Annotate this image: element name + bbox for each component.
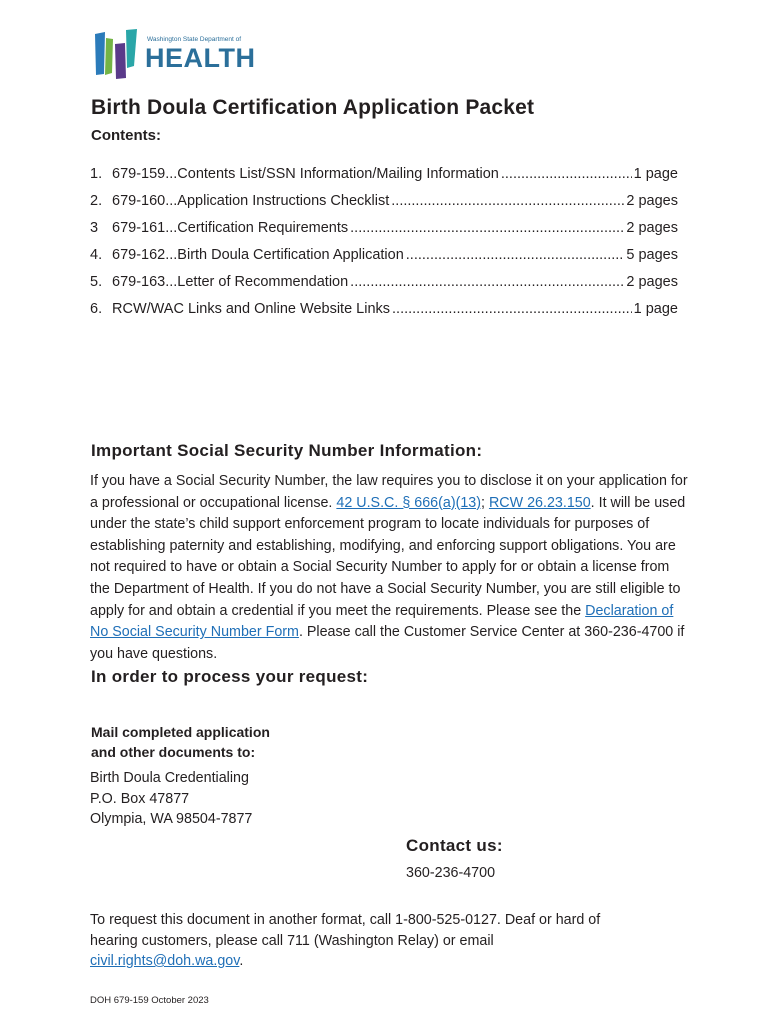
email-link[interactable]: civil.rights@doh.wa.gov bbox=[90, 953, 240, 969]
item-number: 4. bbox=[90, 247, 103, 263]
mailing-address bbox=[90, 768, 252, 830]
contents-item bbox=[90, 220, 678, 247]
item-pages: 1 page bbox=[633, 301, 678, 317]
item-number: 6. bbox=[90, 301, 103, 317]
contents-item bbox=[90, 193, 678, 220]
address-line: Birth Doula Credentialing bbox=[90, 770, 249, 786]
h-mark-icon bbox=[95, 29, 137, 79]
item-number: 1. bbox=[90, 166, 103, 182]
address-line: Olympia, WA 98504-7877 bbox=[90, 811, 253, 827]
page-title: Birth Doula Certification Application Packet bbox=[91, 96, 535, 119]
item-pages: 2 pages bbox=[626, 274, 678, 290]
footer-doc-id: DOH 679-159 October 2023 bbox=[90, 995, 209, 1006]
ssn-text-1: If you have a Social Security Number, the law requires you to disclose it on your application for a professional or occupational license. bbox=[90, 473, 688, 511]
request-text: To request this document in another format, call 1-800-525-0127. Deaf or hard of hearing customers, please call 711 (Washington Relay) or email bbox=[90, 912, 601, 949]
item-number: 3 bbox=[90, 220, 99, 236]
dot-leader bbox=[392, 301, 632, 317]
ssn-text-2: . It will be used under the state’s child support enforcement program to locate individuals for purposes of establishing paternity and establishing, modifying, and enforcing support obligations. You are not required to have or obtain a Social Security Number to apply for or obtain a license from the Department of Health. If you do not have a Social Security Number, you are still eligible to apply for and obtain a credential if you meet the requirements. Please see the bbox=[90, 494, 686, 619]
usc-link[interactable]: 42 U.S.C. § 666(a)(13) bbox=[336, 494, 481, 511]
logo-org-line: Washington State Department of bbox=[147, 36, 242, 43]
mail-line-2: and other documents to: bbox=[91, 744, 256, 760]
item-text: 679-162...Birth Doula Certification Application bbox=[112, 247, 404, 263]
item-pages: 2 pages bbox=[626, 193, 678, 209]
mail-instructions bbox=[91, 722, 270, 762]
dot-leader bbox=[406, 247, 625, 263]
request-end: . bbox=[239, 953, 244, 969]
ssn-text-3: . Please call the Customer Service Center at 360-236-4700 if you have questions. bbox=[90, 624, 685, 662]
contents-item bbox=[90, 247, 678, 274]
logo-name: HEALTH bbox=[145, 43, 256, 73]
item-number: 5. bbox=[90, 274, 103, 290]
item-text: 679-163...Letter of Recommendation bbox=[112, 274, 349, 290]
item-pages: 2 pages bbox=[626, 220, 678, 236]
contents-item bbox=[90, 166, 678, 193]
address-line: P.O. Box 47877 bbox=[90, 790, 190, 807]
contents-item bbox=[90, 301, 678, 328]
process-heading: In order to process your request: bbox=[91, 667, 369, 686]
ssn-separator: ; bbox=[481, 494, 489, 511]
ssn-heading: Important Social Security Number Information: bbox=[91, 441, 483, 460]
no-ssn-declaration-link[interactable]: Declaration of No Social Security Number Form bbox=[90, 602, 674, 641]
dot-leader bbox=[350, 274, 624, 290]
dot-leader bbox=[350, 220, 624, 236]
item-text: 679-161...Certification Requirements bbox=[112, 220, 349, 236]
dot-leader bbox=[391, 193, 624, 209]
contents-item bbox=[90, 274, 678, 301]
contact-heading: Contact us: bbox=[406, 836, 503, 855]
contact-phone: 360-236-4700 bbox=[406, 865, 496, 881]
item-pages: 1 page bbox=[633, 166, 678, 182]
contents-label: Contents: bbox=[91, 127, 161, 144]
dot-leader bbox=[501, 166, 632, 182]
item-text: 679-160...Application Instructions Checklist bbox=[112, 193, 390, 209]
alternate-format-notice bbox=[90, 910, 650, 972]
item-text: 679-159...Contents List/SSN Information/Mailing Information bbox=[112, 166, 499, 182]
item-number: 2. bbox=[90, 193, 103, 209]
ssn-paragraph bbox=[90, 471, 690, 665]
rcw-link[interactable]: RCW 26.23.150 bbox=[488, 494, 591, 511]
item-pages: 5 pages bbox=[626, 247, 678, 263]
mail-line-1: Mail completed application bbox=[91, 724, 270, 740]
item-text: RCW/WAC Links and Online Website Links bbox=[112, 301, 391, 317]
contents-list bbox=[90, 166, 678, 328]
